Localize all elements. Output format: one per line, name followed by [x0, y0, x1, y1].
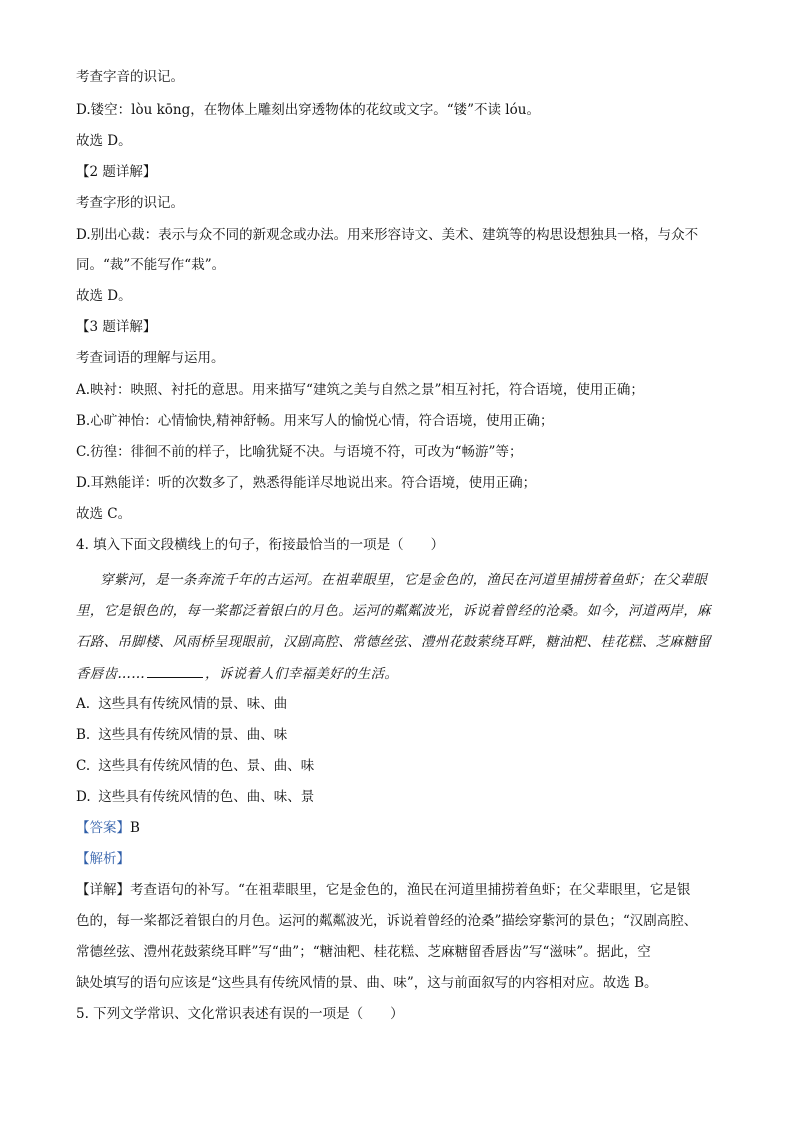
- q4-passage-line2: 里，它是银色的，每一桨都泛着银白的月色。运河的粼粼波光，诉说着曾经的沧桑。如今，河道两岸，麻: [76, 603, 711, 619]
- q3-lead: 考查词语的理解与运用。: [76, 350, 225, 366]
- q4-detail-line1: [76, 880, 733, 900]
- q4-stem: 4. 填入下面文段横线上的句子，衔接最恰当的一项是（ ）: [76, 537, 445, 553]
- q3-header: 【3 题详解】: [76, 319, 157, 335]
- q4-passage-line4-start: 香唇齿……: [76, 666, 145, 682]
- q4-passage-line1: 穿紫河，是一条奔流千年的古运河。在祖辈眼里，它是金色的，渔民在河道里捕捞着鱼虾；在父辈眼: [100, 572, 708, 588]
- answer-blank: [147, 663, 203, 678]
- q2-answer: 故选 D。: [76, 288, 132, 304]
- q4-passage-line4: [76, 663, 733, 684]
- q3-option-c: C.彷徨：徘徊不前的样子，比喻犹疑不决。与语境不符，可改为“畅游”等；: [76, 444, 523, 460]
- q3-option-a: A.映衬：映照、衬托的意思。用来描写“建筑之美与自然之景”相互衬托，符合语境，使用正确；: [76, 382, 644, 398]
- answer-value: B: [130, 820, 140, 836]
- q2-header: 【2 题详解】: [76, 164, 157, 180]
- q4-detail-line4: 缺处填写的语句应该是“这些具有传统风情的景、曲、味”，这与前面叙写的内容相对应。故选 B。: [76, 975, 658, 991]
- q5-stem: 5. 下列文学常识、文化常识表述有误的一项是（ ）: [76, 1006, 404, 1022]
- q1-point: D.镂空：lòu kōng，在物体上雕刻出穿透物体的花纹或文字。“镂”不读 lóu。: [76, 102, 540, 118]
- q4-passage-line4-end: ，诉说着人们幸福美好的生活。: [205, 666, 399, 682]
- q2-lead: 考查字形的识记。: [76, 195, 184, 211]
- option-text: 这些具有传统风情的色、曲、味、景: [98, 789, 315, 805]
- option-text: 这些具有传统风情的景、曲、味: [98, 727, 288, 743]
- detail-text: 考查语句的补写。“在祖辈眼里，它是金色的，渔民在河道里捕捞着鱼虾；在父辈眼里，它是银: [130, 882, 691, 898]
- q3-answer: 故选 C。: [76, 506, 132, 522]
- option-text: 这些具有传统风情的景、味、曲: [98, 696, 288, 712]
- detail-tag: 【详解】: [76, 882, 130, 898]
- option-letter: D.: [76, 789, 91, 805]
- q1-lead: 考查字音的识记。: [76, 69, 184, 85]
- q4-option: [76, 787, 733, 807]
- answer-tag: 【答案】: [76, 820, 130, 836]
- analysis-tag: 【解析】: [76, 851, 130, 867]
- q4-option: [76, 756, 733, 776]
- q4-detail-line3: 常德丝弦、澧州花鼓萦绕耳畔”写“曲”；“糖油粑、桂花糕、芝麻糖留香唇齿”写“滋味”。据此，空: [76, 944, 651, 960]
- q4-option: [76, 725, 733, 745]
- q1-answer: 故选 D。: [76, 133, 132, 149]
- option-letter: C.: [76, 758, 91, 774]
- q4-answer: [76, 818, 733, 838]
- q3-option-d: D.耳熟能详：听的次数多了，熟悉得能详尽地说出来。符合语境，使用正确；: [76, 475, 537, 491]
- q4-detail-line2: 色的，每一桨都泛着银白的月色。运河的粼粼波光，诉说着曾经的沧桑”描绘穿紫河的景色；“汉剧高腔、: [76, 913, 698, 929]
- q2-point-line1: D.别出心裁：表示与众不同的新观念或办法。用来形容诗文、美术、建筑等的构思设想独具一格，与众不: [76, 227, 699, 243]
- option-letter: A.: [76, 696, 91, 712]
- option-letter: B.: [76, 727, 91, 743]
- q4-option: [76, 694, 733, 714]
- option-text: 这些具有传统风情的色、景、曲、味: [98, 758, 315, 774]
- q2-point-line2: 同。“裁”不能写作“栽”。: [76, 257, 226, 273]
- q4-passage-line3: 石路、吊脚楼、风雨桥呈现眼前，汉剧高腔、常德丝弦、澧州花鼓萦绕耳畔，糖油粑、桂花糕、芝麻糖留: [76, 634, 711, 650]
- q3-option-b: B.心旷神怡：心情愉快,精神舒畅。用来写人的愉悦心情，符合语境，使用正确；: [76, 413, 554, 429]
